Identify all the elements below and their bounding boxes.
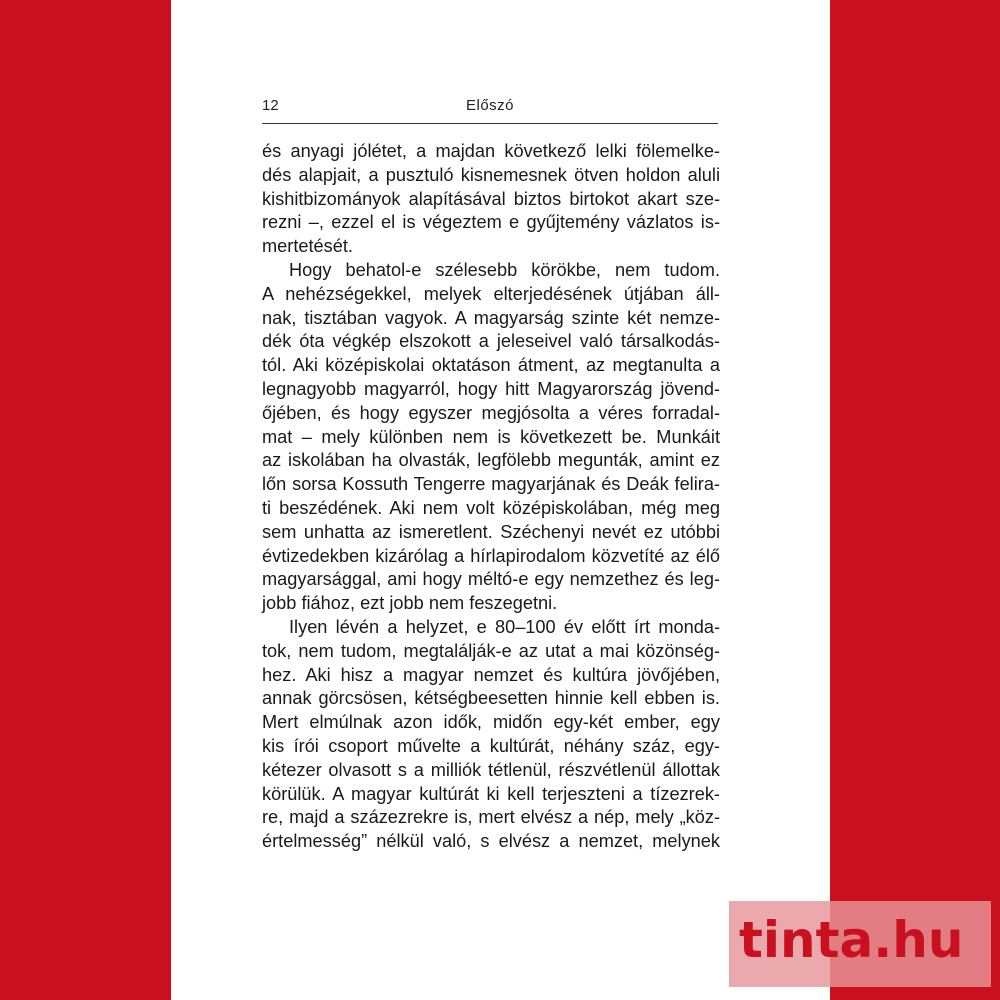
text-line: körülük. A magyar kultúrát ki kell terjeszteni a tízezrek- bbox=[262, 783, 720, 804]
text-line: az iskolában ha olvasták, legfölebb megunták, amint ez bbox=[262, 450, 720, 471]
running-header bbox=[262, 97, 718, 124]
watermark-logo bbox=[729, 901, 991, 987]
book-page bbox=[171, 0, 830, 1000]
text-line: ti beszédének. Aki nem volt középiskolában, még meg bbox=[262, 497, 720, 518]
text-line: őjében, és hogy egyszer megjósolta a véres forradal- bbox=[262, 402, 720, 423]
text-line: nak, tisztában vagyok. A magyarság szinte két nemze- bbox=[262, 307, 720, 328]
text-line: jobb fiához, ezt jobb nem feszegetni. bbox=[262, 593, 558, 614]
text-line: értelmesség” nélkül való, s elvész a nemzet, melynek bbox=[262, 831, 720, 852]
text-line: legnagyobb magyarról, hogy hitt Magyarország jövend- bbox=[262, 378, 720, 399]
text-line: re, majd a százezrekre is, mert elvész a nép, mely „köz- bbox=[262, 807, 720, 828]
page-number: 12 bbox=[262, 97, 279, 114]
text-line: dés alapjait, a pusztuló kisnemesnek ötven holdon aluli bbox=[262, 164, 720, 185]
text-line: kishitbizományok alapításával biztos birtokot akart sze- bbox=[262, 188, 720, 209]
text-line: rezni –, ezzel el is végeztem e gyűjtemény vázlatos is- bbox=[262, 212, 720, 233]
text-line: Mert elmúlnak azon idők, midőn egy-két ember, egy bbox=[262, 712, 720, 733]
body-text bbox=[262, 140, 720, 854]
text-line: kétezer olvasott s a milliók tétlenül, részvétlenül állottak bbox=[262, 759, 720, 780]
text-line: magyarsággal, ami hogy méltó-e egy nemzethez és leg- bbox=[262, 569, 720, 590]
text-line: mertetését. bbox=[262, 236, 353, 257]
section-title: Előszó bbox=[465, 97, 515, 114]
text-line: tok, nem tudom, megtalálják-e az utat a mai közönség- bbox=[262, 640, 720, 661]
text-line: Ilyen lévén a helyzet, e 80–100 év előtt írt monda- bbox=[289, 616, 720, 637]
text-line: annak görcsösen, kétségbeesetten hinnie kell ebben is. bbox=[262, 688, 720, 709]
text-line: dék óta végkép elszokott a jeleseivel való társalkodás- bbox=[262, 331, 720, 352]
text-line: hez. Aki hisz a magyar nemzet és kultúra jövőjében, bbox=[262, 664, 720, 685]
text-line: sem unhatta az ismeretlent. Széchenyi nevét ez utóbbi bbox=[262, 521, 720, 542]
text-line: évtizedekben kizárólag a hírlapirodalom közvetíté az élő bbox=[262, 545, 720, 566]
watermark-text: tinta.hu bbox=[739, 911, 964, 969]
text-line: tól. Aki középiskolai oktatáson átment, az megtanulta a bbox=[262, 355, 720, 376]
text-line: és anyagi jólétet, a majdan következő lelki fölemelke- bbox=[262, 141, 720, 161]
text-line: Hogy behatol-e szélesebb körökbe, nem tudom. bbox=[289, 259, 720, 280]
text-line: kis írói csoport művelte a kultúrát, néhány száz, egy- bbox=[262, 735, 720, 756]
text-line: lőn sorsa Kossuth Tengerre magyarjának és Deák felira- bbox=[262, 474, 720, 495]
text-line: A nehézségekkel, melyek elterjedésének útjában áll- bbox=[262, 283, 720, 304]
text-line: mat – mely különben nem is következett be. Munkáit bbox=[262, 426, 720, 447]
